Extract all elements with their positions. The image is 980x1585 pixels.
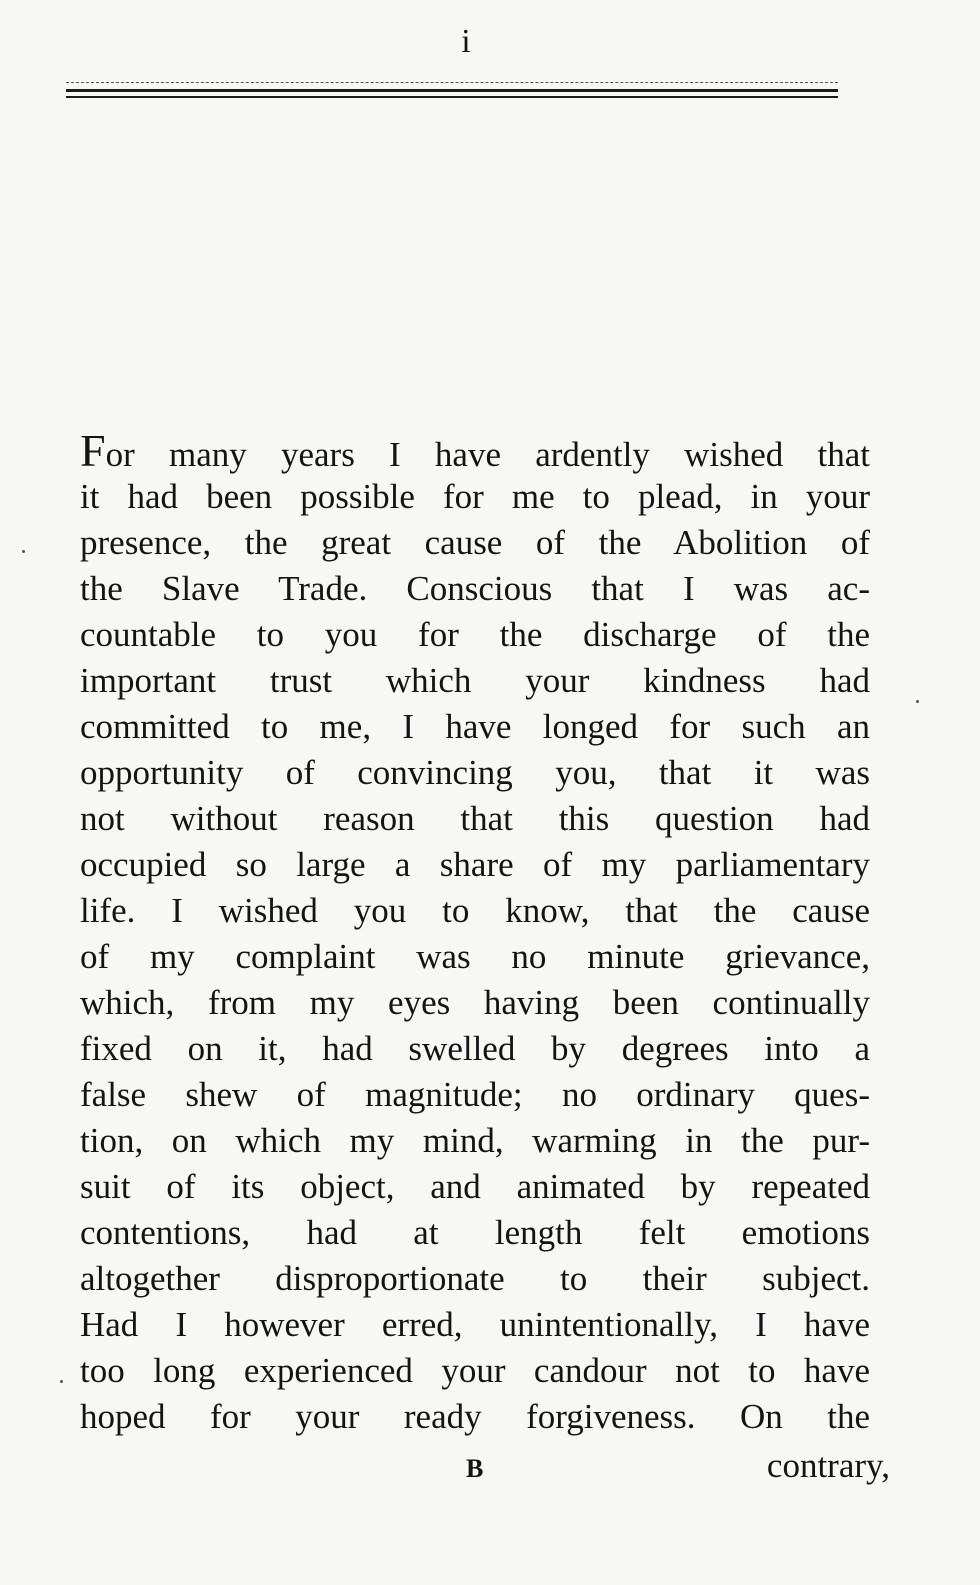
text-line: not without reason that this question had bbox=[80, 799, 870, 838]
text-line: false shew of magnitude; no ordinary ques- bbox=[80, 1075, 870, 1114]
text-line: fixed on it, had swelled by degrees into a bbox=[80, 1029, 870, 1068]
text-line: altogether disproportionate to their subject. bbox=[80, 1259, 870, 1298]
text-line: contentions, had at length felt emotions bbox=[80, 1213, 870, 1252]
paper-speck bbox=[60, 1380, 63, 1383]
text-line: of my complaint was no minute grievance, bbox=[80, 937, 870, 976]
text-line: countable to you for the discharge of the bbox=[80, 615, 870, 654]
text-line: committed to me, I have longed for such an bbox=[80, 707, 870, 746]
text-line: presence, the great cause of the Abolition of bbox=[80, 523, 870, 562]
header-rule-thick bbox=[66, 89, 838, 92]
text-line: Had I however erred, unintentionally, I have bbox=[80, 1305, 870, 1344]
catchword: contrary, bbox=[766, 1446, 890, 1485]
text-line: which, from my eyes having been continually bbox=[80, 983, 870, 1022]
text-line: tion, on which my mind, warming in the pur- bbox=[80, 1121, 870, 1160]
paper-speck bbox=[916, 700, 919, 703]
header-rule-thin bbox=[66, 96, 838, 98]
text-line: life. I wished you to know, that the cause bbox=[80, 891, 870, 930]
text-line: important trust which your kindness had bbox=[80, 661, 870, 700]
text-line: the Slave Trade. Conscious that I was ac- bbox=[80, 569, 870, 608]
page-number: i bbox=[461, 23, 471, 60]
text-line: hoped for your ready forgiveness. On the bbox=[80, 1397, 870, 1436]
signature-mark: B bbox=[466, 1454, 484, 1483]
header-rule-dashed bbox=[66, 82, 838, 83]
text-line: For many years I have ardently wished that bbox=[80, 425, 870, 476]
text-line: suit of its object, and animated by repeated bbox=[80, 1167, 870, 1206]
text-line: it had been possible for me to plead, in your bbox=[80, 477, 870, 516]
paper-speck bbox=[22, 550, 25, 553]
body-text bbox=[80, 425, 870, 1440]
text-line: too long experienced your candour not to have bbox=[80, 1351, 870, 1390]
text-line: opportunity of convincing you, that it was bbox=[80, 753, 870, 792]
text-line: occupied so large a share of my parliamentary bbox=[80, 845, 870, 884]
